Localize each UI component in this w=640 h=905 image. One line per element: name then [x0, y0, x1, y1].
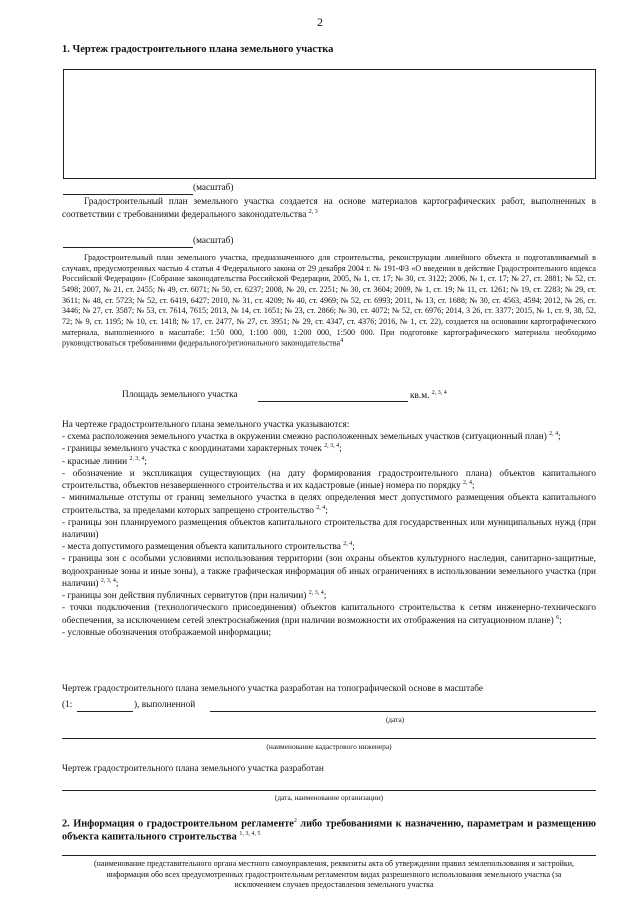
- list-item-sup: 2, 3, 4: [324, 443, 340, 450]
- list-item-sup: 2, 3, 4: [129, 455, 145, 462]
- list-item-text: - точки подключения (технологического присоединения) объектов капитального строительства к сетям инженерно-технического обеспечения, за исключением сетей электроснабжения (при наличии возможности их отображения на ситуационном плане): [62, 603, 596, 626]
- area-label: Площадь земельного участка: [122, 390, 238, 400]
- list-item-sup: 2, 3, 4: [308, 590, 324, 597]
- engineer-caption: (наименование кадастрового инженера): [266, 742, 392, 751]
- list-item-text: - минимальные отступы от границ земельного участка в целях определения мест допустимого размещения объекта капитального строительства, за пределами которых запрещено строительство: [62, 493, 596, 516]
- area-unit: [410, 390, 447, 403]
- list-item-sup: 2, 3, 4: [100, 577, 116, 584]
- list-item-4: - обозначение и экспликация существующих (на дату формирования градостроительного плана) объектов капитального строительства, объектов незавершенного строительства и их кадастровые (иные) номера по порядку $^{2, 4}$;: [62, 468, 596, 492]
- section2-heading: [62, 818, 596, 845]
- list-item-sup: 6: [556, 614, 560, 621]
- topo-scale-prefix: (1:: [62, 700, 73, 710]
- regulation-blank[interactable]: [62, 855, 596, 856]
- paragraph-cartographic-sup: 2, 3: [308, 208, 318, 215]
- list-item-text: - условные обозначения отображаемой информации;: [62, 627, 272, 638]
- list-item-1: - схема расположения земельного участка в окружении смежно расположенных земельных участков (ситуационный план) $^{2, 4}$;: [62, 431, 561, 443]
- organization-caption: (дата, наименование организации): [274, 793, 384, 802]
- list-item-6: [62, 517, 596, 541]
- area-unit-sup: 2, 3, 4: [431, 390, 447, 396]
- list-item-10: - точки подключения (технологического присоединения) объектов капитального строительства к сетям инженерно-технического обеспечения, за исключением сетей электроснабжения (при наличии возможности их отображения на ситуационном плане) $^6$;: [62, 603, 596, 626]
- list-item-9: - границы зон действия публичных сервитутов (при наличии) $^{2, 3, 4}$;: [62, 590, 327, 602]
- scale-label-2: (масштаб): [193, 236, 234, 246]
- list-item-sup: 2, 4: [316, 504, 326, 511]
- list-item-text: - красные линии: [62, 456, 128, 467]
- drawing-frame: [63, 69, 596, 179]
- list-item-5: - минимальные отступы от границ земельного участка в целях определения мест допустимого размещения объекта капитального строительства, за пределами которых запрещено строительство $^{2, 4}$;: [62, 493, 596, 516]
- engineer-blank[interactable]: [62, 738, 596, 739]
- topo-line1: Чертеж градостроительного плана земельного участка разработан на топографической основе в масштабе: [62, 684, 484, 694]
- scale-label-1: (масштаб): [193, 183, 234, 193]
- list-item-sup: 2, 4: [549, 431, 559, 438]
- section2-heading-rest: либо требованиями к назначению, параметрам и размещению объекта капитального строительства: [62, 818, 596, 843]
- paragraph-linear-text: Градостроительный план земельного участка, предназначенного для строительства, реконструкции линейного объекта и подготавливаемый в случаях, предусмотренных частью 4 статьи 4 Федерального закона от 29 декабря 2004 г. № 191-ФЗ «О введении в действие Градостроительного кодекса Российской Федерации» (Собрание законодательства Российской Федерации, 2005, № 1, ст. 17; № 30, ст. 3122; 2006, № 1, ст. 17; № 27, ст. 2881; № 52, ст. 5498; 2007, № 21, ст. 2455; № 49, ст. 6071; № 50, ст. 6237; 2008, № 20, ст. 2251; № 30, ст. 3604; 2009, № 1, ст. 19; № 11, ст. 1261; № 19, ст. 2283; № 29, ст. 3611; № 48, ст. 5723; № 52, ст. 6419, 6427; 2010, № 31, ст. 4209; № 40, ст. 4969; № 52, ст. 6993; 2011, № 13, ст. 1688; № 30, ст. 4563, 4594; 2012, № 26, ст. 3446; № 27, ст. 3587; № 53, ст. 7614, 7615; 2013, № 14, ст. 1651; № 23, ст. 2866; № 30, ст. 4072; № 52, ст. 6976; 2014, 3 26, ст. 3377; 2015, № 1, ст. 9, 38, 52, 72; № 9, ст. 1195; № 10, ст. 1418; № 17, ст. 2477, № 27, ст. 3951; № 29, ст. 4347, ст. 4376; 2016, № 1, ст. 22), создается на основании картографического материала, выполненного в масштабе: 1:50 000, 1:100 000, 1:200 000, 1:500 000. При подготовке картографического материала необходимо руководствоваться требованиями федерального/регионального законодательства: [62, 253, 596, 349]
- list-item-sup: 2, 4: [463, 480, 473, 487]
- page-number: 2: [317, 15, 323, 29]
- area-blank[interactable]: [258, 401, 408, 402]
- footer-caption: (наименование представительного органа местного самоуправления, реквизиты акта об утверждении правил землепользования и застройки, информация обо всех предусмотренных градостроительным регламентом видах разрешенного использования земельного участка (за исключением случаев предоставления земельного участка: [93, 859, 575, 890]
- drawing-list: [62, 419, 596, 639]
- paragraph-cartographic-text: Градостроительный план земельного участка создается на основе материалов картографических работ, выполненных в соответствии с требованиями федерального законодательства: [62, 197, 596, 220]
- topo-scale-suffix: ), выполненной: [134, 700, 196, 710]
- paragraph-linear-sup: 4: [340, 338, 344, 345]
- list-item-3: - красные линии $^{2, 3, 4}$;: [62, 455, 147, 467]
- list-item-text: - границы земельного участка с координатами характерных точек: [62, 444, 322, 455]
- section2-heading-sup2: 1, 3, 4, 5: [239, 831, 261, 838]
- list-item-text: - обозначение и экспликация существующих (на дату формирования градостроительного плана) объектов капитального строительства, объектов незавершенного строительства и их кадастровые (иные) номера по порядку: [62, 468, 596, 492]
- list-item-8: - границы зон с особыми условиями использования территории (зон охраны объектов культурного наследия, санитарно-защитные, водоохранные зоны и иные зоны), а также графическая информация об иных ограничениях в использовании земельного участка (при наличии) $^{2, 3, 4}$;: [62, 554, 596, 589]
- list-item-2: - границы земельного участка с координатами характерных точек $^{2, 3, 4}$;: [62, 443, 342, 455]
- list-item-text: - места допустимого размещения объекта капитального строительства: [62, 542, 341, 553]
- list-item-text: - границы зон действия публичных сервитутов (при наличии): [62, 591, 307, 602]
- topo-scale-blank[interactable]: [77, 711, 133, 712]
- list-item-sup: 2, 4: [343, 541, 353, 548]
- area-unit-text: кв.м.: [410, 391, 430, 402]
- scale-blank-1[interactable]: [63, 194, 193, 195]
- paragraph-cartographic: [62, 197, 596, 222]
- section2-heading-sup1: 2: [293, 818, 297, 824]
- list-item-11: [62, 627, 596, 639]
- topo-executor-blank[interactable]: [210, 711, 596, 712]
- organization-blank[interactable]: [62, 790, 596, 791]
- list-item-text: - границы зон планируемого размещения объектов капитального строительства для государственных или муниципальных нужд (при наличии): [62, 517, 596, 541]
- topo-date-caption: (дата): [385, 715, 405, 724]
- list-item-text: - границы зон с особыми условиями использования территории (зон охраны объектов культурного наследия, санитарно-защитные, водоохранные зоны и иные зоны), а также графическая информация об иных ограничениях в использовании земельного участка (при наличии): [62, 554, 596, 589]
- scale-blank-2[interactable]: [63, 247, 193, 248]
- list-item-text: - схема расположения земельного участка в окружении смежно расположенных земельных участков (ситуационный план): [62, 432, 547, 443]
- drawing-intro: На чертеже градостроительного плана земельного участка указываются:: [62, 420, 350, 430]
- developed-line: Чертеж градостроительного плана земельного участка разработан: [62, 764, 324, 774]
- list-item-7: - места допустимого размещения объекта капитального строительства $^{2, 4}$;: [62, 541, 355, 553]
- section2-heading-text: 2. Информация о градостроительном регламенте: [62, 818, 294, 830]
- paragraph-linear: [62, 253, 596, 350]
- section1-heading: 1. Чертеж градостроительного плана земельного участка: [62, 44, 334, 55]
